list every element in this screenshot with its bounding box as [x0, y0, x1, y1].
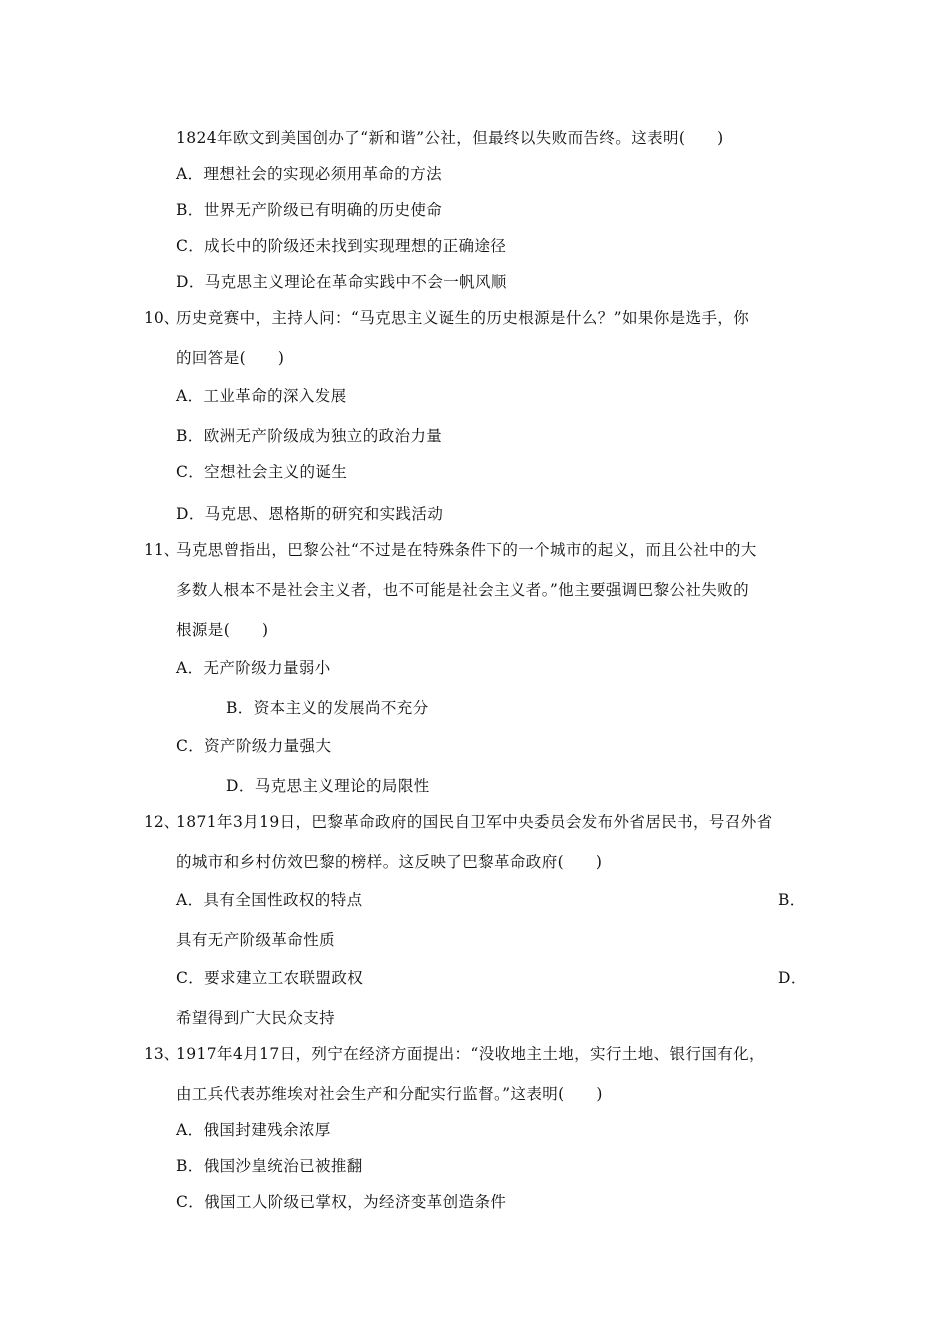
q13-stem-line1: 1917年4月17日，列宁在经济方面提出：“没收地主土地，实行土地、银行国有化，: [176, 1045, 765, 1063]
q9-option-a: A．理想社会的实现必须用革命的方法: [176, 165, 442, 183]
q11-option-b: B．资本主义的发展尚不充分: [226, 699, 429, 717]
q12-stem-line1: 1871年3月19日，巴黎革命政府的国民自卫军中央委员会发布外省居民书，号召外省: [176, 813, 773, 831]
q9-stem: 1824年欧文到美国创办了“新和谐”公社，但最终以失败而告终。这表明( ): [176, 129, 724, 147]
q12-option-c: C．要求建立工农联盟政权: [176, 969, 364, 987]
q10-option-d: D．马克思、恩格斯的研究和实践活动: [176, 505, 444, 523]
q11-option-a: A．无产阶级力量弱小: [176, 659, 331, 677]
q11-option-c: C．资产阶级力量强大: [176, 737, 332, 755]
q9-option-c: C．成长中的阶级还未找到实现理想的正确途径: [176, 237, 507, 255]
q12-option-d-text: 希望得到广大民众支持: [176, 1009, 336, 1027]
q10-stem-line2: 的回答是( ): [176, 349, 285, 367]
q12-option-b-text: 具有无产阶级革命性质: [176, 931, 336, 949]
q12-option-b-label: B．: [778, 891, 806, 909]
q11-stem-line2: 多数人根本不是社会主义者，也不可能是社会主义者。”他主要强调巴黎公社失败的: [176, 581, 749, 599]
q13-option-a: A．俄国封建残余浓厚: [176, 1121, 331, 1139]
q13-number: 13、: [144, 1045, 180, 1063]
q13-option-c: C．俄国工人阶级已掌权，为经济变革创造条件: [176, 1193, 507, 1211]
q11-stem-line1: 马克思曾指出，巴黎公社“不过是在特殊条件下的一个城市的起义，而且公社中的大: [176, 541, 757, 559]
q11-stem-line3: 根源是( ): [176, 621, 269, 639]
q12-option-d-label: D．: [778, 969, 807, 987]
q10-stem-line1: 历史竞赛中，主持人问：“马克思主义诞生的历史根源是什么？”如果你是选手，你: [176, 309, 750, 327]
q12-number: 12、: [144, 813, 180, 831]
q9-option-b: B．世界无产阶级已有明确的历史使命: [176, 201, 443, 219]
q10-number: 10、: [144, 309, 180, 327]
q9-option-d: D．马克思主义理论在革命实践中不会一帆风顺: [176, 273, 507, 291]
q11-number: 11、: [144, 541, 180, 559]
q10-option-a: A．工业革命的深入发展: [176, 387, 347, 405]
q12-stem-line2: 的城市和乡村仿效巴黎的榜样。这反映了巴黎革命政府( ): [176, 853, 603, 871]
q12-option-a: A．具有全国性政权的特点: [176, 891, 363, 909]
q10-option-c: C．空想社会主义的诞生: [176, 463, 348, 481]
q13-stem-line2: 由工兵代表苏维埃对社会生产和分配实行监督。”这表明( ): [176, 1085, 603, 1103]
q11-option-d: D．马克思主义理论的局限性: [226, 777, 430, 795]
q10-option-b: B．欧洲无产阶级成为独立的政治力量: [176, 427, 443, 445]
q13-option-b: B．俄国沙皇统治已被推翻: [176, 1157, 363, 1175]
